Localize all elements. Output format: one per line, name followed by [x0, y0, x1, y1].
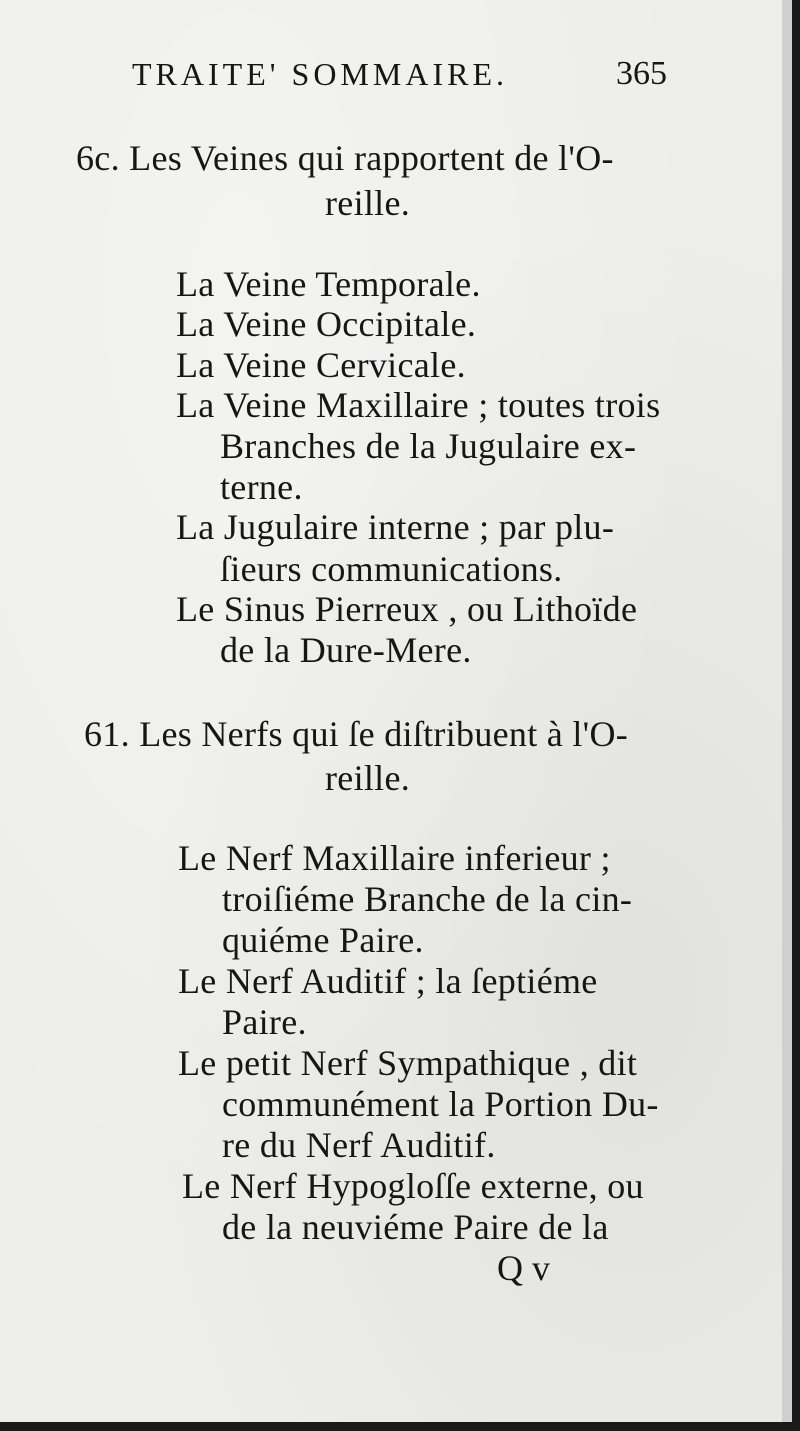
list-item-line: troiſiéme Branche de la cin-	[222, 879, 633, 919]
list-item-line: ſieurs communications.	[220, 549, 563, 589]
list-item-line: Le Nerf Maxillaire inferieur ;	[178, 838, 611, 878]
list-item-line: Le petit Nerf Sympathique , dit	[178, 1043, 638, 1083]
section-heading-line: 6c. Les Veines qui rapportent de l'O-	[76, 138, 614, 178]
list-item-line: La Veine Maxillaire ; toutes trois	[176, 385, 661, 425]
page-number: 365	[616, 55, 667, 92]
running-title: TRAITE' SOMMAIRE.	[132, 56, 508, 92]
list-item-line: Branches de la Jugulaire ex-	[220, 426, 637, 466]
list-item-line: quiéme Paire.	[222, 920, 424, 960]
list-item-line: La Veine Cervicale.	[176, 345, 466, 385]
section-heading-line: reille.	[325, 183, 411, 223]
section-heading-line: reille.	[325, 758, 411, 798]
section-heading-line: 61. Les Nerfs qui ſe diſtribuent à l'O-	[84, 714, 629, 754]
page-edge	[782, 0, 792, 1422]
list-item-line: Le Nerf Auditif ; la ſeptiéme	[178, 961, 598, 1001]
list-item-line: communément la Portion Du-	[222, 1084, 659, 1124]
list-item-line: de la Dure-Mere.	[220, 630, 472, 670]
list-item-line: La Veine Temporale.	[176, 264, 481, 304]
list-item-line: La Jugulaire interne ; par plu-	[176, 507, 615, 547]
list-item-line: La Veine Occipitale.	[176, 304, 477, 344]
list-item-line: de la neuviéme Paire de la	[222, 1207, 609, 1247]
signature-mark: Q v	[497, 1248, 550, 1288]
list-item-line: Le Sinus Pierreux , ou Lithoïde	[176, 589, 638, 629]
list-item-line: terne.	[220, 467, 303, 507]
list-item-line: Le Nerf Hypogloſſe externe, ou	[182, 1166, 644, 1206]
list-item-line: re du Nerf Auditif.	[222, 1125, 496, 1165]
list-item-line: Paire.	[222, 1002, 307, 1042]
